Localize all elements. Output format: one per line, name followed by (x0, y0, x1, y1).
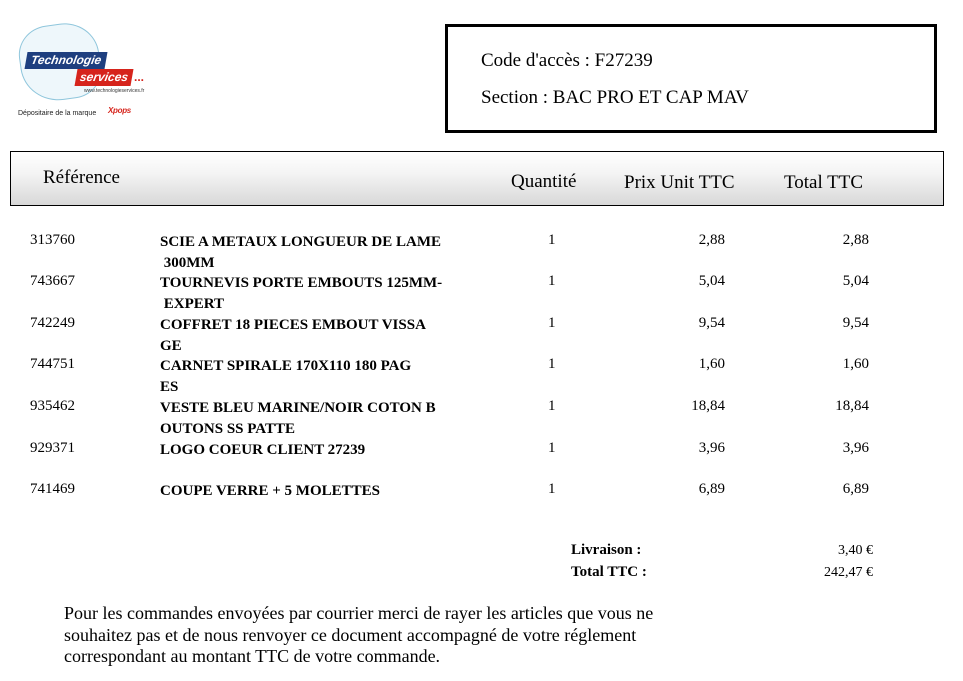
header-total: Total TTC (784, 172, 864, 193)
note-line: correspondant au montant TTC de votre commande. (64, 646, 441, 666)
row-designation: SCIE A METAUX LONGUEUR DE LAME 300MM (160, 234, 442, 271)
total-value: 242,47 € (824, 565, 873, 580)
row-unit-price: 1,60 (698, 356, 725, 372)
row-quantity: 1 (548, 398, 556, 414)
logo-line2: services (75, 69, 134, 86)
row-designation: CARNET SPIRALE 170X110 180 PAG ES (160, 358, 412, 395)
delivery-label: Livraison : (571, 542, 642, 558)
row-designation: COUPE VERRE + 5 MOLETTES (160, 483, 380, 499)
row-unit-price: 2,88 (698, 232, 725, 248)
row-unit-price: 6,89 (698, 481, 725, 497)
header-quantity: Quantité (511, 171, 577, 192)
row-total: 1,60 (842, 356, 869, 372)
header-unit-price: Prix Unit TTC (624, 172, 735, 193)
row-total: 3,96 (842, 440, 869, 456)
row-total: 9,54 (842, 315, 869, 331)
row-designation: TOURNEVIS PORTE EMBOUTS 125MM- EXPERT (160, 275, 443, 312)
row-quantity: 1 (548, 356, 556, 372)
row-total: 5,04 (842, 273, 869, 289)
table-row (0, 481, 963, 523)
section-name: Section : BAC PRO ET CAP MAV (481, 87, 749, 108)
row-reference: 742249 (30, 315, 75, 331)
note-line: Pour les commandes envoyées par courrier merci de rayer les articles que vous ne (64, 603, 654, 623)
row-unit-price: 9,54 (698, 315, 725, 331)
row-reference: 741469 (30, 481, 75, 497)
delivery-value: 3,40 € (838, 543, 873, 558)
row-quantity: 1 (548, 315, 556, 331)
table-row (0, 356, 963, 398)
row-reference: 929371 (30, 440, 75, 456)
row-designation: COFFRET 18 PIECES EMBOUT VISSA GE (160, 317, 426, 354)
logo-depositaire: Dépositaire de la marque (18, 110, 97, 117)
access-box (445, 24, 937, 133)
row-quantity: 1 (548, 440, 556, 456)
logo-dots: ... (134, 70, 145, 84)
table-row (0, 273, 963, 315)
logo-url: www.technologieservices.fr (84, 88, 145, 94)
row-unit-price: 5,04 (698, 273, 725, 289)
row-total: 18,84 (835, 398, 869, 414)
company-logo (16, 22, 166, 122)
row-total: 6,89 (842, 481, 869, 497)
note-line: souhaitez pas et de nous renvoyer ce document accompagné de votre réglement (64, 624, 637, 645)
table-header (10, 151, 944, 206)
row-quantity: 1 (548, 232, 556, 248)
row-quantity: 1 (548, 273, 556, 289)
row-reference: 743667 (30, 273, 75, 289)
header-reference: Référence (43, 167, 120, 188)
access-code: Code d'accès : F27239 (481, 50, 653, 71)
table-row (0, 232, 963, 274)
row-reference: 744751 (30, 356, 75, 372)
row-reference: 313760 (30, 232, 75, 248)
table-row (0, 315, 963, 357)
table-row (0, 398, 963, 440)
row-designation: VESTE BLEU MARINE/NOIR COTON B OUTONS SS PATTE (160, 400, 436, 437)
row-quantity: 1 (548, 481, 556, 497)
row-unit-price: 3,96 (698, 440, 725, 456)
table-row (0, 440, 963, 482)
mail-order-note (64, 603, 764, 668)
row-designation: LOGO COEUR CLIENT 27239 (160, 442, 366, 458)
brand-logo: Xpops (108, 106, 131, 115)
total-label: Total TTC : (571, 564, 647, 580)
logo-line1: Technologie (25, 52, 108, 69)
row-unit-price: 18,84 (691, 398, 725, 414)
row-reference: 935462 (30, 398, 75, 414)
row-total: 2,88 (842, 232, 869, 248)
